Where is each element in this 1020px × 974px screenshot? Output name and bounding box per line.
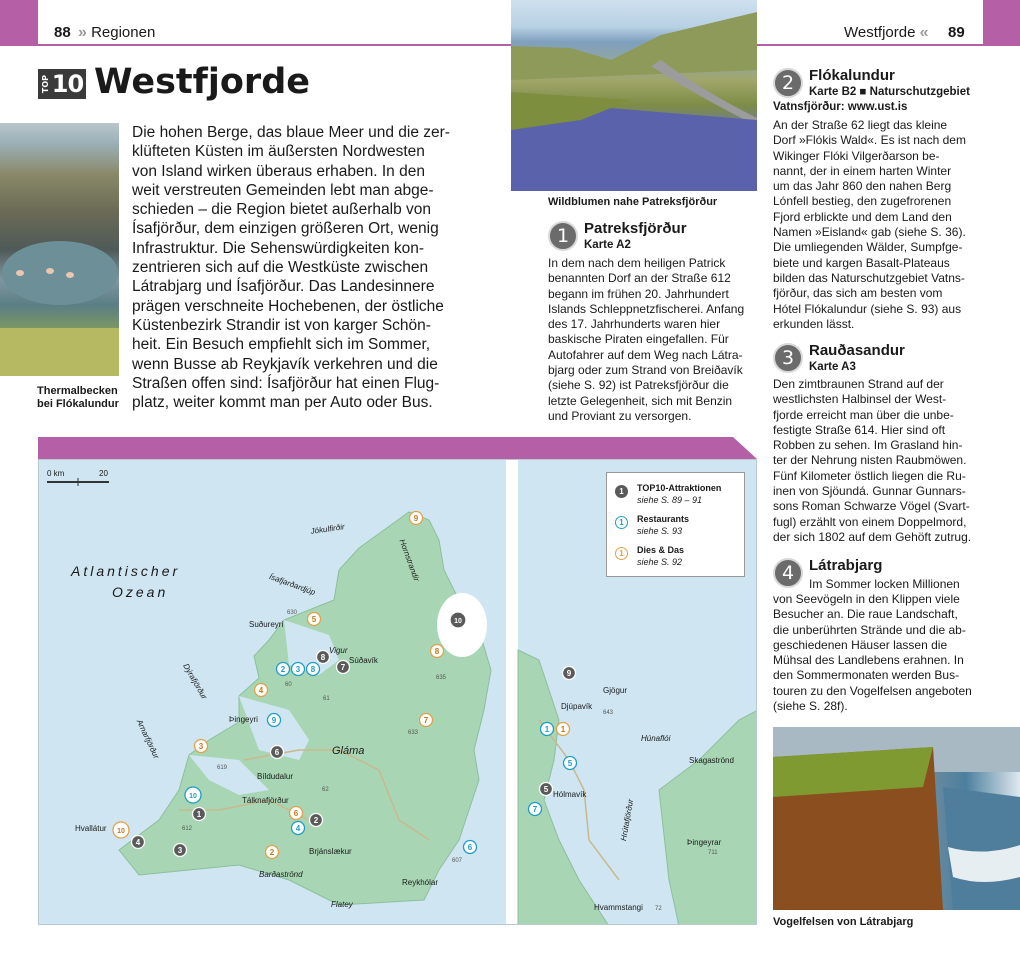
entry-2-line: Hótel Flókalundur (siehe S. 93) aus (773, 301, 962, 316)
header-rule-right (757, 44, 983, 46)
map-road-number: 612 (182, 826, 193, 832)
caption-thermal-2: bei Flókalundur (37, 398, 119, 410)
entry-2-line: um das Jahr 860 den nahen Berg (773, 179, 952, 194)
map-marker-number: 7 (532, 805, 538, 814)
entry-2-line: Fjord erblickte und dem Land den (773, 209, 952, 224)
map-scale-zero: 0 km (47, 469, 65, 478)
map-marker-number: 5 (311, 615, 317, 624)
entry-4-line: die unberührten Strände und die ab- (773, 622, 966, 637)
map-marker-number: 9 (271, 716, 277, 725)
map-marker-number: 2 (269, 848, 275, 857)
entry-3-line: festigte Straße 614. Hier sind oft (773, 422, 946, 437)
entry-4-line: von Seevögeln in den Klippen viele (773, 592, 960, 606)
map-road-number: 72 (655, 906, 662, 912)
map-road-number: 711 (708, 850, 718, 856)
entry-2-line: erkunden lässt. (773, 316, 855, 331)
entry-1-line: Islands Schleppnetzfischerei. Anfang (548, 301, 745, 316)
map-road-number: 607 (452, 858, 463, 864)
map-place-label: Skagaströnd (689, 756, 734, 765)
map-label-sea-1: Atlantischer (71, 563, 181, 579)
map-marker-number: 3 (198, 742, 204, 751)
entry-3-line: ter der Nehrung nisten Raubmöwen. (773, 453, 967, 468)
map-water-label: Jökulfirðir (310, 522, 346, 536)
entry-1-line: Autofahrer auf dem Weg nach Látra- (548, 347, 743, 362)
map-place-label: Brjánslækur (309, 847, 352, 856)
top10-badge: TOP 10 (38, 69, 86, 99)
entry-1-line: benannten Dorf an der Straße 612 (548, 271, 731, 286)
map-marker-number: 8 (310, 665, 316, 674)
map-marker-number: 6 (274, 748, 280, 757)
intro-line: zentrieren sich auf die Westküste zwischen (132, 259, 429, 277)
entry-3-line: Den zimtbraunen Strand auf der (773, 377, 944, 391)
map-legend: 1 TOP10-Attraktionen siehe S. 89 – 91 1 Restaurants siehe S. 93 1 Dies & Das siehe S. 92 (606, 472, 745, 577)
section-label-right: Westfjorde « (844, 24, 929, 41)
map-road-number: 643 (603, 710, 614, 716)
map-place-label: Þingeyrar (687, 838, 722, 847)
page-number-right: 89 (948, 24, 965, 41)
entry-4-line: Besucher an. Die raue Landschaft, (773, 607, 958, 622)
map-marker-number: 2 (313, 816, 319, 825)
intro-line: Küstenbezirk Strandir ist von karger Schön- (132, 316, 431, 334)
map-divider (506, 460, 518, 925)
entry-3-line: der sich 1802 auf dem Gehöft zutrug. (773, 529, 972, 544)
map-place-label: Gjögur (603, 686, 628, 695)
header-accent-right (983, 0, 1020, 46)
intro-line: weit verstreuten Gemeinden lebt man abge- (132, 181, 434, 199)
map-marker-number: 1 (196, 810, 202, 819)
intro-line: von Island wirken überaus erhaben. In den (132, 162, 425, 180)
header-rule-left (38, 44, 511, 46)
map-marker-number: 5 (567, 759, 573, 768)
entry-2-line: fjörður, das sich am besten vom (773, 286, 943, 301)
map-place-label: Djúpavík (561, 702, 593, 711)
caption-thermal-1: Thermalbecken (37, 385, 118, 397)
entry-2-line: An der Straße 62 liegt das kleine (773, 118, 948, 132)
map-header-bar-notch (733, 437, 757, 459)
entry-4-line: (siehe S. 28f). (773, 699, 848, 714)
map-marker-number: 4 (258, 686, 264, 695)
entry-body-3 (773, 377, 1013, 545)
entry-title-1: Patreksfjörður (584, 220, 687, 237)
entry-number-1: 1 (548, 221, 578, 251)
map-water-label: Hornstrandir (397, 538, 422, 583)
entry-number-4: 4 (773, 558, 803, 588)
map-place-label: Barðaströnd (259, 870, 303, 879)
map-marker-number: 3 (295, 665, 301, 674)
map-water-label: Arnarfjörður (134, 718, 161, 761)
map-header-bar (38, 437, 757, 459)
map-land-north-iceland (659, 710, 757, 925)
entry-1-line: des 17. Jahrhunderts waren hier (548, 317, 721, 332)
entry-map-ref-1: Karte A2 (584, 239, 631, 251)
entry-1-line: bjarg oder zum Strand von Breiðavík (548, 363, 743, 378)
map-marker-number: 10 (454, 618, 462, 625)
entry-4-line: Mühsal des Landlebens erahnen. In (773, 653, 964, 668)
entry-number-2: 2 (773, 68, 803, 98)
intro-line: wenn Busse ab Reykjavík verkehren und die (132, 355, 438, 373)
entry-1-line: In dem nach dem heiligen Patrick (548, 256, 726, 270)
section-label-left: » Regionen (78, 24, 156, 41)
map-marker-number: 4 (135, 838, 141, 847)
intro-line: Ísafjörður, dem einzigen größeren Ort, wenig (132, 220, 439, 238)
map-place-label: Hólmavík (553, 790, 587, 799)
caption-cliffs: Vogelfelsen von Látrabjarg (773, 916, 914, 928)
entry-2-line: bilden das Naturschutzgebiet Vatns- (773, 270, 965, 285)
map-place-label: Þingeyri (229, 715, 258, 724)
misc-marker-icon: 1 (615, 547, 628, 560)
map-marker-number: 10 (189, 793, 197, 800)
map-place-label: Hvammstangi (594, 903, 643, 912)
map-road-number: 62 (322, 787, 329, 793)
entry-2-line: biete und kargen Basalt-Plateaus (773, 255, 950, 270)
entry-title-2: Flókalundur (809, 67, 895, 84)
map-marker-number: 7 (340, 663, 346, 672)
entry-body-2 (773, 118, 1013, 332)
map-marker-number: 3 (177, 846, 183, 855)
entry-title-3: Rauðasandur (809, 342, 905, 359)
entry-2-line: Namen »Eisland« gab (siehe S. 36). (773, 225, 966, 240)
intro-line: Látrabjarg und Ísafjörður. Das Landesinnere (132, 278, 435, 296)
intro-line: Infrastruktur. Die Sehenswürdigkeiten kon- (132, 239, 425, 257)
photo-cliffs (773, 727, 1020, 910)
entry-number-3: 3 (773, 343, 803, 373)
map-place-label: Vigur (329, 646, 348, 655)
entry-2-line: Wikinger Flóki Vilgerðarson be- (773, 148, 940, 163)
entry-website-2: Vatnsfjörður: www.ust.is (773, 101, 908, 113)
intro-line: schieden – die Region bietet außerhalb von (132, 201, 432, 219)
map-place-label: Suðureyri (249, 620, 284, 629)
map-road-number: 633 (408, 730, 419, 736)
map-water-label: Hrútafjörður (619, 798, 636, 842)
entry-3-line: inen von Sjöundá. Gunnar Gunnars- (773, 484, 966, 499)
map-marker-number: 7 (423, 716, 429, 725)
entry-1-line: baskische Piraten eingefallen. Für (548, 332, 729, 347)
chevron-right-icon: » (78, 24, 87, 41)
map-road-number: 630 (287, 610, 298, 616)
entry-2-line: Dorf »Flókis Wald«. Es ist nach dem (773, 133, 966, 148)
entry-3-line: fugl) erzählt von einem Doppelmord, (773, 514, 967, 529)
map-place-label: Flatey (331, 900, 353, 909)
map-place-label: Húnaflói (641, 734, 671, 743)
intro-line: Die hohen Berge, das blaue Meer und die zer- (132, 124, 450, 141)
restaurant-marker-icon: 1 (615, 516, 628, 529)
intro-line: prägen verschneite Hochebenen, der östliche (132, 297, 444, 315)
photo-wildflowers (511, 0, 757, 191)
map-marker-number: 6 (467, 843, 473, 852)
page-number-left: 88 (54, 24, 71, 41)
intro-line: platz, weiter kommt man per Auto oder Bus. (132, 394, 433, 412)
map-place-label: Gláma (332, 745, 365, 757)
map-marker-number: 4 (295, 824, 301, 833)
chevron-left-icon: « (919, 24, 929, 41)
map-marker-number: 10 (117, 828, 125, 835)
top10-marker-icon: 1 (615, 485, 628, 498)
thermal-pool-illustration (0, 123, 119, 376)
map-road-number: 61 (323, 696, 330, 702)
entry-1-line: begann im frühen 20. Jahrhundert (548, 286, 729, 301)
map-place-label: Hvallátur (75, 824, 107, 833)
header-accent-left (0, 0, 38, 46)
caption-wildflowers: Wildblumen nahe Patreksfjörður (548, 196, 718, 208)
entry-1-line: und Proviant zu versorgen. (548, 408, 692, 423)
entry-3-line: Robben zu sehen. Im Grasland hin- (773, 438, 963, 453)
map-water-label: Dýrafjörður (181, 662, 209, 701)
wildflowers-illustration (511, 0, 757, 191)
entry-4-line: den Sommermonaten werden Bus- (773, 668, 960, 683)
entry-4-line: geschiedenen Häuser lassen die (773, 637, 948, 652)
entry-body-4 (773, 592, 1013, 714)
map-water-label: Ísafjarðardjúp (267, 572, 317, 598)
entry-3-line: fjorde erreicht man über die unbe- (773, 407, 954, 422)
entry-3-line: Fünf Kilometer östlich liegen die Ru- (773, 468, 966, 483)
page-title: Westfjorde (94, 62, 310, 102)
map-marker-number: 9 (413, 514, 419, 523)
map-marker-number: 6 (293, 809, 299, 818)
map-marker-number: 9 (566, 669, 572, 678)
map-road-number: 619 (217, 765, 228, 771)
entry-1-line: (siehe S. 92) ist Patreksfjörður die (548, 378, 729, 393)
map-road-number: 60 (285, 682, 292, 688)
map-scale-max: 20 (99, 469, 108, 478)
map-land-strandir (518, 650, 609, 925)
entry-2-line: Die umliegenden Wälder, Sumpfge- (773, 240, 963, 255)
map-marker-number: 1 (560, 725, 566, 734)
intro-line: Straßen offen sind: Ísafjörður hat einen Flug- (132, 374, 440, 392)
map-marker-number: 8 (434, 647, 440, 656)
entry-body-1 (548, 256, 758, 424)
map-road-number: 635 (436, 675, 447, 681)
entry-1-line: letzte Gelegenheit, sich mit Benzin (548, 393, 733, 408)
entry-body-4-lead: Im Sommer locken Millionen (809, 577, 960, 591)
entry-map-ref-2: Karte B2 ■ Naturschutzgebiet (809, 86, 970, 98)
map-marker-number: 5 (543, 785, 549, 794)
map-place-label: Súðavík (349, 656, 378, 665)
intro-text (132, 123, 472, 412)
map-place-label: Bíldudalur (257, 772, 294, 781)
entry-title-4: Látrabjarg (809, 557, 883, 574)
entry-2-line: Lónfell bestieg, den zugefrorenen (773, 194, 952, 209)
map-label-sea-2: Ozean (112, 584, 169, 600)
map-place-label: Reykhólar (402, 878, 439, 887)
map-marker-number: 2 (280, 665, 286, 674)
map-marker-number: 8 (320, 653, 326, 662)
entry-2-line: nannt, der in einem harten Winter (773, 163, 952, 178)
entry-map-ref-3: Karte A3 (809, 361, 856, 373)
map-place-label: Tálknafjörður (242, 796, 289, 805)
entry-4-line: touren zu den Vogelfelsen angeboten (773, 683, 972, 698)
map-marker-number: 1 (544, 725, 550, 734)
cliffs-illustration (773, 727, 1020, 910)
entry-3-line: westlichsten Halbinsel der West- (773, 392, 947, 407)
intro-line: heit. Ein Besuch empfiehlt sich im Sommer, (132, 336, 431, 354)
intro-line: klüfteten Küsten im äußersten Nordwesten (132, 143, 425, 161)
photo-thermal-pool (0, 123, 119, 376)
entry-3-line: sons Roman Schwarze Vögel (Svart- (773, 499, 970, 514)
